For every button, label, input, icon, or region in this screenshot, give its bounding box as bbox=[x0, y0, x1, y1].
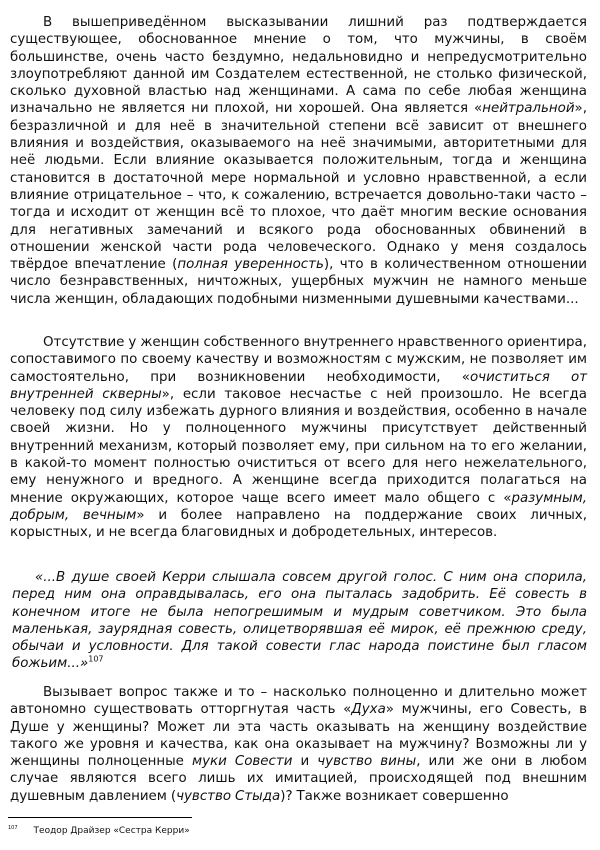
text-run: В вышеприведённом высказывании лишний раз подтверждается существующее, обоснованное мнение о том, что мужчины, в своём большинстве, очень часто бездумно, недальновидно и непредусмотрительно злоупотребляют данной им Создателем естественной, не столько физической, сколько духовной властью над женщинами. А сама по себе любая женщина изначально не является ни плохой, ни хорошей. Она является « bbox=[10, 15, 587, 117]
emphasis-text: полная уверенность bbox=[177, 257, 324, 273]
quotation-text: «...В душе своей Керри слышала совсем другой голос. С ним она спорила, перед ним она оправдывалась, его она пыталась задобрить. Её совесть в конечном итоге не была непогрешимым и мудрым советчиком. Это была маленькая, заурядная совесть, олицетворявшая её мирок, её прежнюю среду, обычаи и условности. Для такой совести глас народа поистине был гласом божьим...» bbox=[12, 570, 587, 672]
text-run: )? Также возникает совершенно bbox=[280, 788, 509, 804]
text-run: », безразличной и для неё в значительной степени всё зависит от внешнего влияния и воздействия, оказываемого на неё значимыми, авторитетными для неё людьми. Если влияние оказывается положительным, тогда и женщина становится в достаточной мере нормальной и условно нравственной, а если влияние отрицательное – что, к сожалению, встречается довольно-таки часто – тогда и исходит от женщин всё то плохое, что даёт многим веские основания для негативных замечаний и всякого рода обоснованных обвинений в отношении женской части рода человеческого. Однако у меня создалось твёрдое впечатление ( bbox=[10, 101, 587, 273]
footnote bbox=[8, 823, 190, 837]
emphasis-text: чувство Стыда bbox=[176, 788, 281, 804]
text-run: », если таковое несчастье с ней произошло. Не всегда человеку под силу избежать дурного влияния и воздействия, особенно в начале своей жизни. Но у полноценного мужчины присутствует действенный внутренний механизм, который позволяет ему, при сильном на то его желании, в какой-то момент полностью очиститься от всего для него нежелательного, ему ненужного и вредного. А женщине всегда приходится полагаться на мнение окружающих, которое чаще всего имеет мало общего с « bbox=[10, 386, 587, 506]
footnote-reference[interactable]: 107 bbox=[88, 655, 104, 665]
paragraph-2 bbox=[10, 334, 587, 542]
footnote-number: 107 bbox=[8, 825, 18, 831]
footnote-divider bbox=[8, 817, 192, 818]
emphasis-text: нейтральной bbox=[482, 101, 575, 117]
text-run: ), что в количественном отношении число безнравственных, ничтожных, ущербных мужчин не намного меньше числа женщин, обладающих подобными низменными душевными качествами... bbox=[10, 257, 587, 307]
paragraph-3 bbox=[10, 684, 587, 805]
emphasis-text: разумным, добрым, вечным bbox=[10, 490, 587, 523]
emphasis-text: очиститься от внутренней скверны bbox=[10, 369, 587, 402]
quotation bbox=[12, 569, 587, 673]
text-run: и bbox=[292, 754, 318, 770]
text-run: » и более направлено на поддержание своих личных, корыстных, и не всегда благовидных и добродетельных, интересов. bbox=[10, 507, 587, 541]
text-run: » мужчины, его Совесть, в Душе у женщины? Может ли эта часть оказывать на женщину воздействие такого же уровня и качества, как она оказывает на мужчину? Возможны ли у женщины полноценные bbox=[10, 702, 587, 770]
footnote-text: Теодор Драйзер «Сестра Керри» bbox=[33, 826, 190, 836]
text-run: , или же они в любом случае являются всего лишь их имитацией, происходящей под внешним душевным давлением ( bbox=[10, 754, 588, 804]
emphasis-text: Духа bbox=[351, 702, 386, 718]
emphasis-text: чувство вины bbox=[317, 754, 417, 770]
text-run: Вызывает вопрос также и то – насколько полноценно и длительно может автономно существовать отторгнутая часть « bbox=[10, 685, 587, 718]
paragraph-1 bbox=[10, 14, 587, 308]
emphasis-text: муки Совести bbox=[191, 754, 293, 770]
text-run: Отсутствие у женщин собственного внутреннего нравственного ориентира, сопоставимого по своему качеству и возможностям с мужским, не позволяет им самостоятельно, при возникновении необходимости, « bbox=[10, 335, 587, 385]
